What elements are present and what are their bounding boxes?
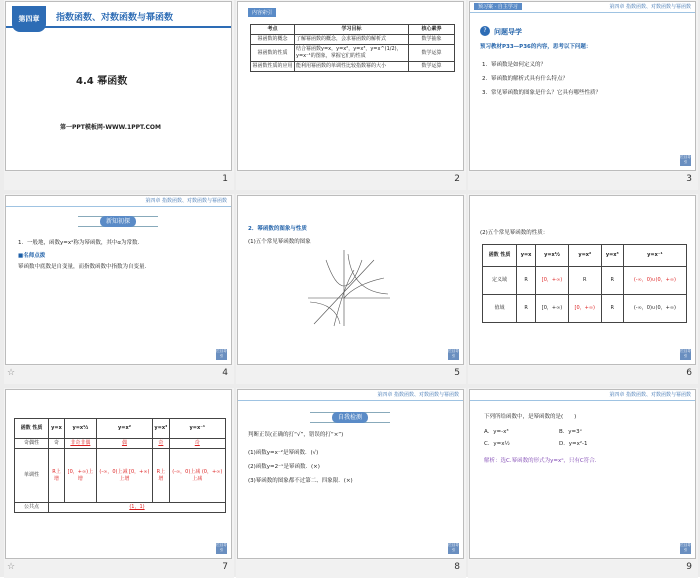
table-cell: 偶 — [96, 439, 152, 449]
table-cell: R — [517, 267, 536, 295]
table-cell: 数学抽象 — [409, 35, 455, 45]
subsection-title: (1)五个常见幂函数的图象 — [248, 239, 311, 245]
table-header: 核心素养 — [409, 25, 455, 35]
table-cell: (-∞，0)上减 [0，+∞)上增 — [96, 449, 152, 503]
section-title: 问题导学 — [494, 28, 522, 36]
table-cell: R上增 — [49, 449, 65, 503]
list-item: 3．常见幂函数的图象是什么？它具有哪些性质？ — [482, 90, 602, 96]
list-item: 1．幂函数是如何定义的？ — [482, 62, 547, 68]
slide-footer — [468, 560, 698, 578]
slide-6 — [469, 195, 696, 365]
slide-topbar — [238, 390, 463, 401]
curve-y-inv-right — [348, 254, 388, 294]
section-title: 4.4 幂函数 — [76, 76, 128, 87]
table-header: y=x² — [568, 245, 601, 267]
nav-tag-button[interactable]: 栏目导引 — [680, 349, 691, 358]
table-cell: 定义域 — [483, 267, 517, 295]
slide-8 — [237, 389, 464, 559]
table-header: y=x⁻¹ — [169, 419, 225, 439]
slide-number: 1 — [222, 174, 228, 184]
slide-footer — [468, 172, 698, 190]
question-icon: ? — [480, 26, 490, 36]
badge-rule — [310, 412, 390, 423]
slide-thumbnail-2[interactable] — [236, 0, 466, 190]
table-cell: 幂函数的性质 — [251, 45, 295, 62]
table-row — [15, 449, 226, 503]
table-cell: (-∞，0)∪(0，+∞) — [623, 267, 686, 295]
nav-tag-button[interactable]: 栏目导引 — [680, 543, 691, 552]
table-header: y=x² — [96, 419, 152, 439]
table-cell: [0，+∞) — [536, 267, 569, 295]
slide-thumbnail-5[interactable] — [236, 194, 466, 384]
table-row — [15, 439, 226, 449]
subtitle: 预习教材P33—P36的内容，思考以下问题： — [480, 44, 592, 50]
note-text: 幂函数中底数是自变量，而指数函数中指数为自变量． — [18, 264, 151, 270]
slide-5 — [237, 195, 464, 365]
chapter-title: 指数函数、对数函数与幂函数 — [56, 13, 174, 23]
slide-thumbnail-7[interactable] — [4, 388, 234, 578]
answer-list — [248, 446, 353, 488]
table-header: y=x — [517, 245, 536, 267]
table-header: y=x½ — [536, 245, 569, 267]
header-label: 第四章 指数函数、对数函数与幂函数 — [145, 198, 227, 204]
note-title: ■名师点拨 — [18, 253, 46, 259]
table-cell: 结合幂函数y=x，y=x²，y=x³，y=x^(1/2)，y=x⁻¹的图象，掌握它们的性质 — [295, 45, 409, 62]
table-header: y=x — [49, 419, 65, 439]
table-header: 学习目标 — [295, 25, 409, 35]
table-cell: R — [517, 295, 536, 323]
slide-footer — [4, 560, 234, 578]
slide-number: 8 — [454, 562, 460, 572]
table-cell: [0，+∞) — [536, 295, 569, 323]
table-cell: 数学运算 — [409, 45, 455, 62]
table-header: y=x½ — [65, 419, 97, 439]
table-header: y=x⁻¹ — [623, 245, 686, 267]
nav-tag-button[interactable]: 栏目导引 — [680, 155, 691, 164]
slide-thumbnail-3[interactable] — [468, 0, 698, 190]
slide-1 — [5, 1, 232, 171]
slide-thumbnail-6[interactable] — [468, 194, 698, 384]
table-cell: R — [568, 267, 601, 295]
slide-number: 9 — [686, 562, 692, 572]
nav-tag-button[interactable]: 栏目导引 — [448, 543, 459, 552]
table-header: 考点 — [251, 25, 295, 35]
properties-table — [14, 418, 226, 513]
slide-number: 2 — [454, 174, 460, 184]
slide-number: 4 — [222, 368, 228, 378]
table-cell: 非奇非偶 — [65, 439, 97, 449]
table-cell: R — [601, 295, 623, 323]
slide-footer — [4, 366, 234, 384]
table-cell: 奇 — [49, 439, 65, 449]
table-cell: 奇 — [169, 439, 225, 449]
list-item: (1)函数y=x⁻²是幂函数．(√) — [248, 450, 319, 456]
slide-tag: 预习案 · 自主学习 — [474, 3, 522, 10]
cover-banner — [6, 2, 231, 28]
slide-2 — [237, 1, 464, 171]
answer-explanation: 解析：选C.幂函数的形式为y=xᵅ，只有C符合． — [484, 458, 601, 464]
table-row — [483, 267, 687, 295]
star-icon[interactable]: ☆ — [7, 562, 16, 572]
table-cell: 公共点 — [15, 503, 49, 513]
chapter-badge: 第四章 — [12, 6, 46, 32]
option-b: B．y=3ˣ — [559, 429, 583, 435]
list-item: 2．幂函数的解析式具有什么特点？ — [482, 76, 569, 82]
slide-number: 6 — [686, 368, 692, 378]
slide-footer — [236, 560, 466, 578]
slide-topbar — [470, 390, 695, 401]
table-cell: 数学运算 — [409, 62, 455, 72]
section-badge: 自我检测 — [332, 412, 368, 423]
table-cell: (-∞，0)∪(0，+∞) — [623, 295, 686, 323]
question-intro: 判断正误(正确的打“√”，错误的打“×”) — [248, 432, 344, 438]
header-label: 第四章 指数函数、对数函数与幂函数 — [377, 392, 459, 398]
slide-number: 7 — [222, 562, 228, 572]
list-item: (2)函数y=2⁻ˣ是幂函数．(×) — [248, 464, 320, 470]
list-item: (3)幂函数的图象都不过第二、四象限．(×) — [248, 478, 353, 484]
question-text: 下列所给函数中，是幂函数的是( ) — [484, 414, 577, 420]
nav-tag-button[interactable]: 栏目导引 — [448, 349, 459, 358]
option-a: A．y=-x³ — [484, 429, 509, 435]
star-icon[interactable]: ☆ — [7, 368, 16, 378]
table-header: 函数 性质 — [483, 245, 517, 267]
slide-4 — [5, 195, 232, 365]
options-list — [484, 426, 634, 450]
table-cell: 奇 — [153, 439, 169, 449]
table-cell: 值域 — [483, 295, 517, 323]
table-header: y=x³ — [153, 419, 169, 439]
table-row — [483, 295, 687, 323]
watermark-text: 第一PPT模板网-WWW.1PPT.COM — [60, 124, 161, 131]
table-cell: R — [601, 267, 623, 295]
table-cell: R上增 — [153, 449, 169, 503]
slide-topbar — [6, 196, 231, 207]
table-cell: 幂函数性质的应用 — [251, 62, 295, 72]
table-header: 函数 性质 — [15, 419, 49, 439]
table-row — [251, 45, 455, 62]
slide-footer — [468, 366, 698, 384]
header-label: 第四章 指数函数、对数函数与幂函数 — [609, 4, 691, 10]
table-row — [15, 503, 226, 513]
table-cell: [0，+∞)上增 — [65, 449, 97, 503]
table-cell: (-∞，0)上减 (0，+∞)上减 — [169, 449, 225, 503]
option-d: D．y=x²-1 — [559, 441, 588, 447]
slide-footer — [236, 366, 466, 384]
table-cell: 单调性 — [15, 449, 49, 503]
section-badge: 新知初探 — [100, 216, 136, 227]
slide-topbar — [470, 2, 695, 13]
header-label: 第四章 指数函数、对数函数与幂函数 — [609, 392, 691, 398]
badge-rule — [78, 216, 158, 227]
definition-text: 1．一般地，函数y=xᵅ称为幂函数，其中α为常数． — [18, 240, 143, 246]
objectives-table — [250, 24, 455, 72]
option-c: C．y=x½ — [484, 441, 510, 447]
power-functions-graph — [304, 246, 394, 328]
nav-tag-button[interactable]: 栏目导引 — [216, 543, 227, 552]
section-title: 2．幂函数的图象与性质 — [248, 226, 307, 232]
curve-y-sqrt — [344, 278, 384, 298]
table-cell: 幂函数的概念 — [251, 35, 295, 45]
properties-table — [482, 244, 687, 323]
slide-number: 3 — [686, 174, 692, 184]
slide-number: 5 — [454, 368, 460, 378]
slide-3 — [469, 1, 696, 171]
slide-footer — [236, 172, 466, 190]
slide-tag: 内容索引 — [248, 8, 276, 17]
table-cell: 了解幂函数的概念，会求幂函数的解析式 — [295, 35, 409, 45]
table-cell: (1，1) — [49, 503, 226, 513]
slide-thumbnail-9[interactable] — [468, 388, 698, 578]
slide-footer — [4, 172, 234, 190]
slide-thumbnail-8[interactable] — [236, 388, 466, 578]
slide-thumbnail-1[interactable] — [4, 0, 234, 190]
table-cell: [0，+∞) — [568, 295, 601, 323]
table-cell: 能利用幂函数的单调性比较指数幂的大小 — [295, 62, 409, 72]
table-row — [251, 35, 455, 45]
question-list — [482, 58, 601, 100]
table-header: y=x³ — [601, 245, 623, 267]
slide-thumbnail-4[interactable] — [4, 194, 234, 384]
section-title: (2)五个常见幂函数的性质： — [480, 230, 549, 236]
slide-9 — [469, 389, 696, 559]
nav-tag-button[interactable]: 栏目导引 — [216, 349, 227, 358]
table-cell: 奇偶性 — [15, 439, 49, 449]
table-row — [251, 62, 455, 72]
slide-7 — [5, 389, 232, 559]
